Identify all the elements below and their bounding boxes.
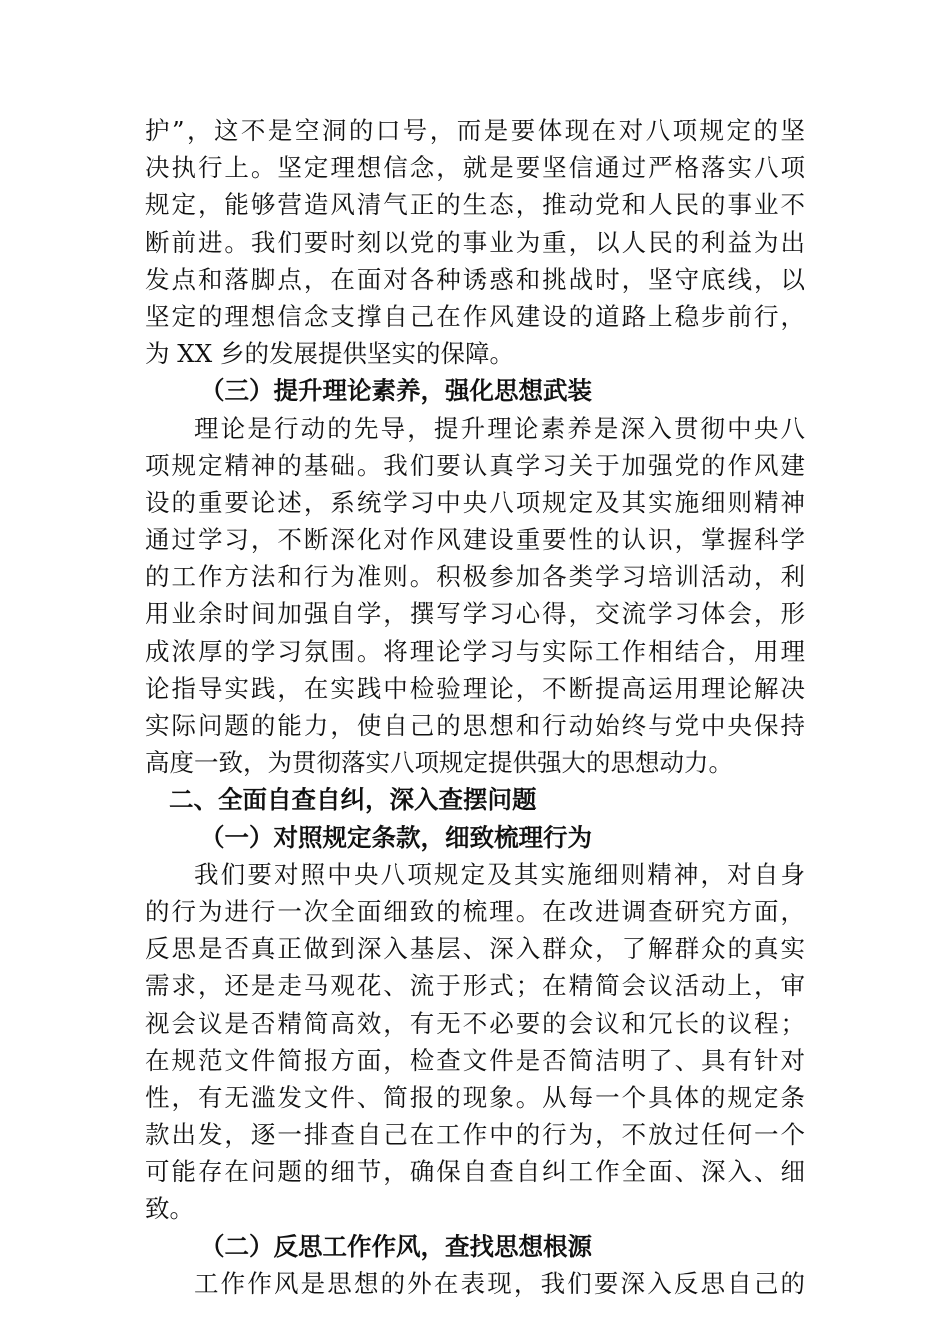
body-text-line: 款出发，逐一排查自己在工作中的行为，不放过任何一个 (145, 1120, 805, 1150)
body-text-line: 的工作方法和行为准则。积极参加各类学习培训活动，利 (145, 562, 805, 592)
body-text-line: 致。 (145, 1194, 194, 1224)
body-text-line: 发点和落脚点，在面对各种诱惑和挑战时，坚守底线，以 (145, 264, 805, 294)
body-text-line: 决执行上。坚定理想信念，就是要坚信通过严格落实八项 (145, 153, 805, 183)
body-text-line: 需求，还是走马观花、流于形式；在精简会议活动上，审 (145, 971, 805, 1001)
section-heading: 二、全面自查自纠，深入查摆问题 (169, 785, 537, 815)
body-text-line: 视会议是否精简高效，有无不必要的会议和冗长的议程； (145, 1008, 805, 1038)
body-text-line: 用业余时间加强自学，撰写学习心得，交流学习体会，形 (145, 599, 805, 629)
body-text-line: 项规定精神的基础。我们要认真学习关于加强党的作风建 (145, 450, 805, 480)
body-text-line: 通过学习，不断深化对作风建设重要性的认识，掌握科学 (145, 525, 805, 555)
section-subheading: （一）对照规定条款，细致梳理行为 (200, 822, 592, 852)
body-text-line: 断前进。我们要时刻以党的事业为重，以人民的利益为出 (145, 227, 805, 257)
body-text-line: 性，有无滥发文件、简报的现象。从每一个具体的规定条 (145, 1082, 805, 1112)
body-text-line: 高度一致，为贯彻落实八项规定提供强大的思想动力。 (145, 748, 733, 778)
body-text-line: 规定，能够营造风清气正的生态，推动党和人民的事业不 (145, 190, 805, 220)
body-text-line: 反思是否真正做到深入基层、深入群众，了解群众的真实 (145, 934, 805, 964)
section-subheading: （二）反思工作作风，查找思想根源 (200, 1231, 592, 1261)
body-text-line: 的行为进行一次全面细致的梳理。在改进调查研究方面， (145, 896, 805, 926)
body-text-line: 为 XX 乡的发展提供坚实的保障。 (145, 339, 514, 369)
body-text-line: 论指导实践，在实践中检验理论，不断提高运用理论解决 (145, 673, 805, 703)
paragraph-first-line: 理论是行动的先导，提升理论素养是深入贯彻中央八 (194, 413, 805, 443)
body-text-line: 成浓厚的学习氛围。将理论学习与实际工作相结合，用理 (145, 636, 805, 666)
body-text-line: 设的重要论述，系统学习中央八项规定及其实施细则精神 (145, 487, 805, 517)
body-text-line: 可能存在问题的细节，确保自查自纠工作全面、深入、细 (145, 1157, 805, 1187)
document-page (145, 112, 805, 1302)
body-text-line: 实际问题的能力，使自己的思想和行动始终与党中央保持 (145, 711, 805, 740)
section-subheading: （三）提升理论素养，强化思想武装 (200, 376, 592, 406)
paragraph-first-line: 工作作风是思想的外在表现，我们要深入反思自己的 (194, 1268, 805, 1298)
body-text-line: 护”，这不是空洞的口号，而是要体现在对八项规定的坚 (145, 116, 805, 145)
body-text-line: 坚定的理想信念支撑自己在作风建设的道路上稳步前行， (145, 301, 805, 331)
body-text-line: 在规范文件简报方面，检查文件是否简洁明了、具有针对 (145, 1045, 805, 1075)
paragraph-first-line: 我们要对照中央八项规定及其实施细则精神，对自身 (194, 859, 805, 889)
